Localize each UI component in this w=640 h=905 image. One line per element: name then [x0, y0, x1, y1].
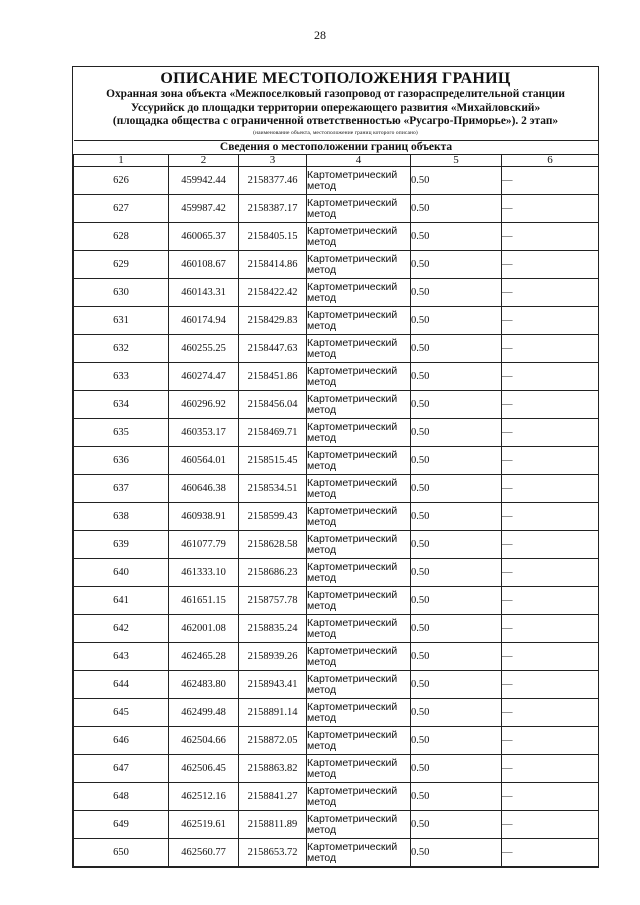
column-header: 6: [502, 154, 599, 166]
note-cell: —: [502, 390, 599, 418]
point-number-cell: 628: [74, 222, 169, 250]
method-text: Картометрический метод: [307, 756, 398, 780]
x-coordinate-cell: 462499.48: [169, 698, 239, 726]
y-coordinate-cell: 2158653.72: [239, 838, 307, 866]
point-number-cell: 636: [74, 446, 169, 474]
point-number-cell: 631: [74, 306, 169, 334]
point-number-cell: 627: [74, 194, 169, 222]
y-coordinate-cell: 2158405.15: [239, 222, 307, 250]
point-number-cell: 626: [74, 166, 169, 194]
table-row: [74, 250, 599, 278]
x-coordinate-cell: 462506.45: [169, 754, 239, 782]
point-number-cell: 632: [74, 334, 169, 362]
method-text: Картометрический метод: [307, 784, 398, 808]
point-number-cell: 629: [74, 250, 169, 278]
table-row: [74, 810, 599, 838]
method-cell: [307, 166, 411, 194]
note-cell: —: [502, 278, 599, 306]
point-number-cell: 633: [74, 362, 169, 390]
point-number-cell: 642: [74, 614, 169, 642]
x-coordinate-cell: 460065.37: [169, 222, 239, 250]
method-cell: [307, 642, 411, 670]
note-cell: —: [502, 782, 599, 810]
y-coordinate-cell: 2158757.78: [239, 586, 307, 614]
method-cell: [307, 474, 411, 502]
table-row: [74, 502, 599, 530]
y-coordinate-cell: 2158863.82: [239, 754, 307, 782]
point-number-cell: 630: [74, 278, 169, 306]
y-coordinate-cell: 2158841.27: [239, 782, 307, 810]
method-cell: [307, 278, 411, 306]
accuracy-cell: 0.50: [411, 782, 502, 810]
table-row: [74, 530, 599, 558]
table-row: [74, 362, 599, 390]
method-text: Картометрический метод: [307, 728, 398, 752]
note-cell: —: [502, 754, 599, 782]
accuracy-cell: 0.50: [411, 642, 502, 670]
table-row: [74, 194, 599, 222]
accuracy-cell: 0.50: [411, 502, 502, 530]
y-coordinate-cell: 2158891.14: [239, 698, 307, 726]
y-coordinate-cell: 2158469.71: [239, 418, 307, 446]
accuracy-cell: 0.50: [411, 530, 502, 558]
point-number-cell: 648: [74, 782, 169, 810]
method-cell: [307, 362, 411, 390]
accuracy-cell: 0.50: [411, 334, 502, 362]
point-number-cell: 640: [74, 558, 169, 586]
x-coordinate-cell: 462504.66: [169, 726, 239, 754]
method-text: Картометрический метод: [307, 420, 398, 444]
point-number-cell: 635: [74, 418, 169, 446]
accuracy-cell: 0.50: [411, 222, 502, 250]
table-row: [74, 222, 599, 250]
y-coordinate-cell: 2158422.42: [239, 278, 307, 306]
note-cell: —: [502, 586, 599, 614]
column-header: 5: [411, 154, 502, 166]
method-text: Картометрический метод: [307, 812, 398, 836]
method-cell: [307, 754, 411, 782]
method-cell: [307, 558, 411, 586]
note-cell: —: [502, 502, 599, 530]
method-text: Картометрический метод: [307, 840, 398, 864]
y-coordinate-cell: 2158835.24: [239, 614, 307, 642]
method-text: Картометрический метод: [307, 336, 398, 360]
note-cell: —: [502, 334, 599, 362]
note-cell: —: [502, 194, 599, 222]
column-header-row: [74, 154, 599, 166]
y-coordinate-cell: 2158811.89: [239, 810, 307, 838]
point-number-cell: 639: [74, 530, 169, 558]
table-row: [74, 642, 599, 670]
point-number-cell: 638: [74, 502, 169, 530]
accuracy-cell: 0.50: [411, 586, 502, 614]
method-cell: [307, 222, 411, 250]
document-header: [73, 67, 598, 140]
table-row: [74, 166, 599, 194]
x-coordinate-cell: 459987.42: [169, 194, 239, 222]
method-cell: [307, 838, 411, 866]
subtitle-line-2: Уссурийск до площадки территории опережающего развития «Михайловский»: [130, 101, 541, 114]
method-cell: [307, 726, 411, 754]
column-header: 3: [239, 154, 307, 166]
point-number-cell: 649: [74, 810, 169, 838]
y-coordinate-cell: 2158447.63: [239, 334, 307, 362]
note-cell: —: [502, 306, 599, 334]
coordinates-table: [73, 140, 599, 867]
table-row: [74, 474, 599, 502]
table-row: [74, 614, 599, 642]
method-text: Картометрический метод: [307, 224, 398, 248]
x-coordinate-cell: 460108.67: [169, 250, 239, 278]
note-cell: —: [502, 642, 599, 670]
table-row: [74, 306, 599, 334]
x-coordinate-cell: 461651.15: [169, 586, 239, 614]
note-cell: —: [502, 670, 599, 698]
note-cell: —: [502, 250, 599, 278]
note-cell: —: [502, 418, 599, 446]
y-coordinate-cell: 2158939.26: [239, 642, 307, 670]
method-cell: [307, 810, 411, 838]
accuracy-cell: 0.50: [411, 614, 502, 642]
method-cell: [307, 502, 411, 530]
y-coordinate-cell: 2158534.51: [239, 474, 307, 502]
method-text: Картометрический метод: [307, 196, 398, 220]
y-coordinate-cell: 2158628.58: [239, 530, 307, 558]
subtitle-line-1: Охранная зона объекта «Межпоселковый газопровод от газораспределительной станции: [106, 88, 565, 100]
y-coordinate-cell: 2158377.46: [239, 166, 307, 194]
y-coordinate-cell: 2158872.05: [239, 726, 307, 754]
method-cell: [307, 334, 411, 362]
page-number: 28: [314, 28, 326, 42]
x-coordinate-cell: 460564.01: [169, 446, 239, 474]
point-number-cell: 637: [74, 474, 169, 502]
method-text: Картометрический метод: [307, 448, 398, 472]
x-coordinate-cell: 460296.92: [169, 390, 239, 418]
x-coordinate-cell: 462519.61: [169, 810, 239, 838]
point-number-cell: 644: [74, 670, 169, 698]
accuracy-cell: 0.50: [411, 166, 502, 194]
x-coordinate-cell: 460143.31: [169, 278, 239, 306]
method-cell: [307, 446, 411, 474]
method-text: Картометрический метод: [307, 504, 398, 528]
method-cell: [307, 614, 411, 642]
table-row: [74, 390, 599, 418]
accuracy-cell: 0.50: [411, 698, 502, 726]
table-row: [74, 726, 599, 754]
x-coordinate-cell: 461333.10: [169, 558, 239, 586]
x-coordinate-cell: 460174.94: [169, 306, 239, 334]
section-title: Сведения о местоположении границ объекта: [74, 140, 599, 154]
method-cell: [307, 418, 411, 446]
note-cell: —: [502, 810, 599, 838]
method-cell: [307, 390, 411, 418]
method-cell: [307, 530, 411, 558]
accuracy-cell: 0.50: [411, 306, 502, 334]
accuracy-cell: 0.50: [411, 278, 502, 306]
table-row: [74, 278, 599, 306]
accuracy-cell: 0.50: [411, 390, 502, 418]
accuracy-cell: 0.50: [411, 418, 502, 446]
note-cell: —: [502, 446, 599, 474]
y-coordinate-cell: 2158429.83: [239, 306, 307, 334]
x-coordinate-cell: 460938.91: [169, 502, 239, 530]
method-text: Картометрический метод: [307, 644, 398, 668]
y-coordinate-cell: 2158456.04: [239, 390, 307, 418]
y-coordinate-cell: 2158451.86: [239, 362, 307, 390]
x-coordinate-cell: 460646.38: [169, 474, 239, 502]
table-row: [74, 446, 599, 474]
table-row: [74, 838, 599, 866]
method-text: Картометрический метод: [307, 364, 398, 388]
method-cell: [307, 670, 411, 698]
method-text: Картометрический метод: [307, 616, 398, 640]
accuracy-cell: 0.50: [411, 250, 502, 278]
table-row: [74, 558, 599, 586]
table-row: [74, 586, 599, 614]
accuracy-cell: 0.50: [411, 726, 502, 754]
note-cell: —: [502, 726, 599, 754]
method-cell: [307, 586, 411, 614]
y-coordinate-cell: 2158943.41: [239, 670, 307, 698]
table-row: [74, 334, 599, 362]
point-number-cell: 645: [74, 698, 169, 726]
accuracy-cell: 0.50: [411, 754, 502, 782]
x-coordinate-cell: 462560.77: [169, 838, 239, 866]
point-number-cell: 647: [74, 754, 169, 782]
note-cell: —: [502, 362, 599, 390]
note-cell: —: [502, 558, 599, 586]
method-cell: [307, 250, 411, 278]
x-coordinate-cell: 459942.44: [169, 166, 239, 194]
x-coordinate-cell: 462512.16: [169, 782, 239, 810]
method-text: Картометрический метод: [307, 560, 398, 584]
note-cell: —: [502, 698, 599, 726]
table-row: [74, 754, 599, 782]
accuracy-cell: 0.50: [411, 446, 502, 474]
x-coordinate-cell: 462465.28: [169, 642, 239, 670]
accuracy-cell: 0.50: [411, 810, 502, 838]
method-text: Картометрический метод: [307, 700, 398, 724]
method-cell: [307, 306, 411, 334]
document-frame: [72, 66, 599, 868]
table-row: [74, 670, 599, 698]
accuracy-cell: 0.50: [411, 362, 502, 390]
method-cell: [307, 782, 411, 810]
accuracy-cell: 0.50: [411, 838, 502, 866]
accuracy-cell: 0.50: [411, 558, 502, 586]
note-cell: —: [502, 530, 599, 558]
method-text: Картометрический метод: [307, 532, 398, 556]
method-text: Картометрический метод: [307, 672, 398, 696]
point-number-cell: 641: [74, 586, 169, 614]
method-text: Картометрический метод: [307, 280, 398, 304]
x-coordinate-cell: 462001.08: [169, 614, 239, 642]
x-coordinate-cell: 460274.47: [169, 362, 239, 390]
method-text: Картометрический метод: [307, 588, 398, 612]
point-number-cell: 646: [74, 726, 169, 754]
note-cell: —: [502, 474, 599, 502]
note-cell: —: [502, 166, 599, 194]
note-cell: —: [502, 222, 599, 250]
method-cell: [307, 194, 411, 222]
method-text: Картометрический метод: [307, 252, 398, 276]
accuracy-cell: 0.50: [411, 194, 502, 222]
x-coordinate-cell: 460255.25: [169, 334, 239, 362]
document-title: ОПИСАНИЕ МЕСТОПОЛОЖЕНИЯ ГРАНИЦ: [160, 70, 511, 87]
table-row: [74, 698, 599, 726]
y-coordinate-cell: 2158414.86: [239, 250, 307, 278]
table-row: [74, 418, 599, 446]
x-coordinate-cell: 461077.79: [169, 530, 239, 558]
method-cell: [307, 698, 411, 726]
method-text: Картометрический метод: [307, 308, 398, 332]
point-number-cell: 643: [74, 642, 169, 670]
x-coordinate-cell: 462483.80: [169, 670, 239, 698]
y-coordinate-cell: 2158686.23: [239, 558, 307, 586]
method-text: Картометрический метод: [307, 476, 398, 500]
point-number-cell: 650: [74, 838, 169, 866]
method-text: Картометрический метод: [307, 392, 398, 416]
y-coordinate-cell: 2158515.45: [239, 446, 307, 474]
title-hint: (наименование объекта, местоположение границ которого описано): [253, 129, 418, 136]
column-header: 4: [307, 154, 411, 166]
accuracy-cell: 0.50: [411, 474, 502, 502]
accuracy-cell: 0.50: [411, 670, 502, 698]
note-cell: —: [502, 614, 599, 642]
y-coordinate-cell: 2158599.43: [239, 502, 307, 530]
subtitle-line-3: (площадка общества с ограниченной ответственностью «Русагро-Приморье»). 2 этап»: [112, 115, 559, 127]
column-header: 1: [74, 154, 169, 166]
table-row: [74, 782, 599, 810]
note-cell: —: [502, 838, 599, 866]
x-coordinate-cell: 460353.17: [169, 418, 239, 446]
column-header: 2: [169, 154, 239, 166]
point-number-cell: 634: [74, 390, 169, 418]
method-text: Картометрический метод: [307, 168, 398, 192]
y-coordinate-cell: 2158387.17: [239, 194, 307, 222]
